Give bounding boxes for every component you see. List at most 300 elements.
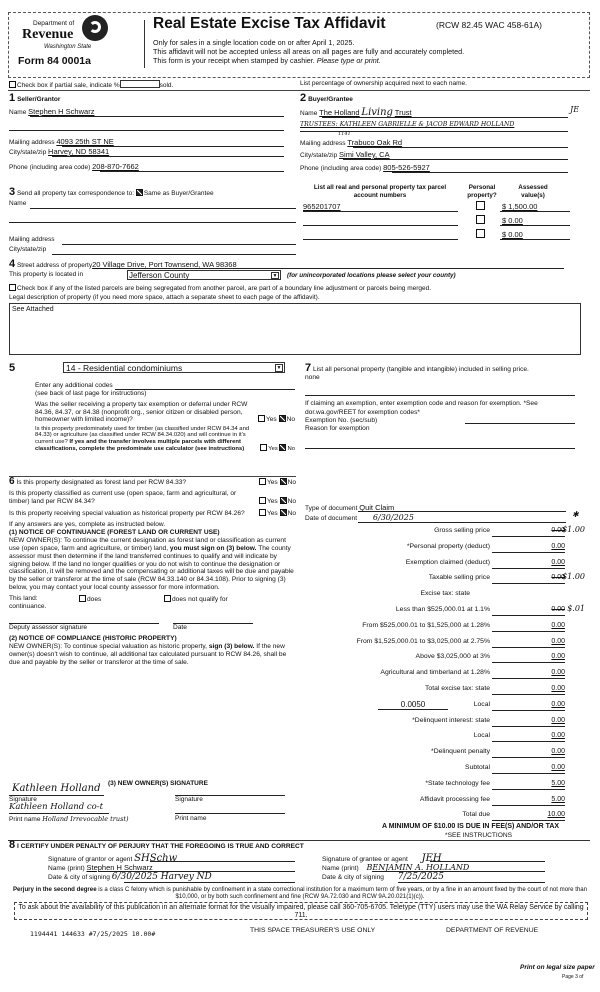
same-as-buyer-checkbox[interactable] bbox=[136, 189, 143, 196]
seller-city-value[interactable]: Harvey, ND 58341 bbox=[48, 147, 110, 156]
yes-label: Yes bbox=[265, 416, 277, 424]
assessed-value[interactable]: $ 0.00 bbox=[502, 216, 523, 225]
no-checkbox[interactable] bbox=[279, 415, 286, 422]
does-not-checkbox[interactable] bbox=[164, 595, 228, 604]
header-note-text: This form is your receipt when stamped by cashier. bbox=[153, 56, 315, 65]
tax-row-line bbox=[492, 583, 565, 584]
yes-no[interactable] bbox=[259, 509, 296, 518]
header-note: This affidavit will not be accepted unless all areas on all pages are fully and accurately completed. bbox=[153, 47, 465, 56]
parcel-number[interactable]: 965201707 bbox=[303, 202, 341, 211]
perjury-bold: Perjury in the second degree bbox=[12, 886, 97, 893]
timber-question bbox=[35, 426, 295, 453]
see-back-note: (see back of last page for instructions) bbox=[35, 390, 147, 398]
assessor-signature-row bbox=[9, 611, 296, 631]
doc-date-field[interactable] bbox=[305, 513, 414, 522]
tax-row-value[interactable]: 0.00 bbox=[551, 685, 565, 692]
label: Name (print) bbox=[48, 865, 85, 872]
yes-checkbox[interactable] bbox=[259, 497, 266, 504]
buyer-city-value[interactable]: Simi Valley, CA bbox=[339, 150, 390, 159]
tax-row-line bbox=[492, 615, 565, 616]
certify-heading bbox=[9, 839, 304, 851]
exemption-note: If claiming an exemption, enter exemption code and reason for exemption. *See dor.wa.gov/REET for exemption codes* bbox=[305, 400, 538, 416]
label: Signature of grantee or agent bbox=[322, 856, 408, 863]
tax-row-line bbox=[492, 647, 565, 648]
signature-label: Signature bbox=[175, 796, 203, 803]
tax-row bbox=[300, 574, 590, 586]
ownership-note: List percentage of ownership acquired next to each name. bbox=[300, 80, 467, 87]
tax-row bbox=[300, 669, 590, 681]
handwritten-initials: JE bbox=[570, 105, 580, 114]
yes-label: Yes bbox=[266, 498, 278, 506]
personal-checkbox[interactable] bbox=[476, 229, 486, 239]
county-select[interactable] bbox=[127, 270, 281, 280]
tax-row bbox=[300, 559, 590, 571]
washington-state: Washington State bbox=[44, 44, 92, 50]
new-owner-signature-title: (3) NEW OWNER(S) SIGNATURE bbox=[108, 780, 208, 787]
corr-city-label: City/state/zip bbox=[9, 246, 47, 253]
tax-row bbox=[300, 638, 590, 650]
section-7 bbox=[305, 364, 575, 449]
seller-phone-field[interactable] bbox=[9, 162, 139, 171]
grantor-date-value[interactable]: 6/30/2025 Harvey ND bbox=[111, 872, 212, 882]
field-line bbox=[500, 239, 570, 240]
no-label: No bbox=[287, 498, 296, 506]
this-land-label: This land: bbox=[9, 594, 38, 602]
tax-row bbox=[300, 527, 590, 539]
personal-property-line bbox=[305, 382, 575, 396]
owner-signature-1[interactable]: Kathleen Holland bbox=[12, 783, 101, 794]
no-checkbox[interactable] bbox=[280, 478, 287, 485]
section-number: 7 bbox=[305, 362, 312, 374]
tax-row-value[interactable]: 5.00 bbox=[551, 795, 565, 803]
segregated-label: Check box if any of the listed parcels are being segregated from another parcel, are part of a boundary line adjustment or parcels being merged. bbox=[17, 285, 432, 292]
parcel-number-input[interactable] bbox=[303, 225, 458, 226]
section-number: 6 bbox=[9, 476, 15, 487]
checkbox-icon[interactable] bbox=[9, 284, 16, 291]
no-label: No bbox=[287, 479, 296, 486]
yes-no[interactable] bbox=[259, 478, 296, 487]
print-name-label: Print name bbox=[175, 815, 207, 822]
segregated-checkbox[interactable] bbox=[9, 284, 431, 292]
assessed-value[interactable]: $ 0.00 bbox=[502, 230, 523, 239]
tax-row-label: Local bbox=[473, 700, 490, 708]
treasurer-use-label: THIS SPACE TREASURER'S USE ONLY bbox=[250, 927, 376, 934]
field-line bbox=[30, 116, 284, 117]
section-number: 8 bbox=[9, 839, 16, 851]
tax-row-line bbox=[492, 568, 565, 569]
dropdown-arrow-icon[interactable]: ▼ bbox=[272, 273, 278, 279]
yes-checkbox[interactable] bbox=[259, 478, 266, 485]
print-name-field bbox=[9, 815, 129, 823]
dor-label: DEPARTMENT OF REVENUE bbox=[446, 927, 539, 934]
section-number: 3 bbox=[9, 186, 16, 198]
tax-row bbox=[300, 764, 590, 776]
tax-row bbox=[300, 748, 590, 760]
left-column bbox=[35, 382, 295, 453]
print-name-label: Print name bbox=[9, 816, 41, 823]
local-rate-value[interactable]: 0.0050 bbox=[378, 700, 448, 710]
tax-row-label: Affidavit processing fee bbox=[419, 795, 490, 803]
corr-mail-label: Mailing address bbox=[9, 236, 55, 243]
field-line bbox=[52, 156, 284, 157]
field-line bbox=[392, 172, 568, 173]
exemption-number-input[interactable] bbox=[465, 423, 575, 424]
legal-description-textarea[interactable] bbox=[9, 303, 581, 355]
tax-row-label: *Personal property (deduct) bbox=[406, 542, 490, 550]
exemption-deferral-question bbox=[35, 401, 295, 423]
tax-row-value[interactable]: 0.00 bbox=[551, 732, 565, 740]
grantee-signature[interactable]: JEH bbox=[421, 853, 442, 864]
checkbox-icon[interactable] bbox=[476, 215, 485, 224]
seller-name-field[interactable] bbox=[9, 107, 94, 116]
header-note bbox=[153, 56, 381, 65]
tax-row-value[interactable]: 0.00 bbox=[551, 542, 565, 550]
page-number: Page 3 of bbox=[562, 974, 584, 980]
yes-checkbox[interactable] bbox=[258, 415, 265, 422]
tax-row bbox=[300, 796, 590, 808]
tax-row-label: From $1,525,000.01 to $3,025,000 at 2.75% bbox=[356, 637, 490, 645]
notice-continuance-title: (1) NOTICE OF CONTINUANCE (FOREST LAND OR CURRENT USE) bbox=[9, 529, 220, 537]
yes-label: Yes bbox=[266, 509, 278, 517]
label: City/state/zip bbox=[9, 149, 47, 156]
field-line bbox=[303, 211, 458, 212]
section-6 bbox=[9, 478, 296, 667]
trustees-handwritten: TRUSTEES: KATHLEEN GABRIELLE & JACOB EDWARD HOLLAND bbox=[300, 121, 515, 128]
tax-row bbox=[300, 685, 590, 697]
seller-mailing-value[interactable]: 4093 25th ST NE bbox=[56, 137, 114, 146]
buyer-name-value[interactable]: The Holland bbox=[319, 108, 360, 117]
county-note: (for unincorporated locations please select your county) bbox=[287, 272, 456, 279]
minimum-due-note: A MINIMUM OF $10.00 IS DUE IN FEE(S) AND/OR TAX bbox=[382, 823, 560, 830]
use-code-select[interactable] bbox=[63, 362, 285, 373]
seller-mailing-field[interactable] bbox=[9, 137, 114, 146]
tax-row-line bbox=[492, 662, 565, 663]
label: Type of document bbox=[305, 505, 358, 512]
notice-text: NEW OWNER(S): To continue the current designation as forest land or classification as current use (open space, farm and agriculture, or timber) land, bbox=[9, 537, 286, 553]
tax-row-label: *State technology fee bbox=[425, 779, 490, 787]
yes-label: Yes bbox=[266, 479, 278, 486]
form-citation: (RCW 82.45 WAC 458-61A) bbox=[436, 20, 542, 30]
tax-row-label: From $525,000.01 to $1,525,000 at 1.28% bbox=[362, 621, 490, 629]
buyer-phone-value[interactable]: 805-526-5927 bbox=[383, 163, 430, 172]
handwritten-correction: $.01 bbox=[567, 604, 585, 613]
field-line bbox=[500, 211, 570, 212]
doc-date-value[interactable]: 6/30/2025 bbox=[372, 513, 414, 522]
header-note-italic: Please type or print. bbox=[316, 56, 381, 65]
tax-row-value[interactable]: 0.00 bbox=[551, 700, 565, 708]
divider bbox=[9, 476, 296, 477]
handwritten-insert: Living bbox=[361, 107, 393, 118]
corr-mail-input[interactable] bbox=[62, 244, 296, 245]
signature-label: Signature bbox=[9, 796, 37, 803]
personal-checkbox[interactable] bbox=[476, 201, 486, 211]
current-use-question bbox=[9, 490, 296, 506]
reason-input[interactable] bbox=[305, 433, 575, 449]
date-label: Date bbox=[173, 624, 187, 631]
corr-name-label: Name bbox=[9, 200, 27, 207]
field-line bbox=[358, 522, 566, 523]
legal-description-value: See Attached bbox=[12, 306, 54, 313]
yes-no[interactable] bbox=[258, 415, 295, 423]
tax-row bbox=[300, 701, 590, 713]
checkbox-icon[interactable] bbox=[476, 229, 485, 238]
handwritten-correction: $1.00 bbox=[562, 525, 585, 534]
question-text: Is this property predominately used for timber (as classified under RCW 84.34 and 84.33) or agriculture (as classified under RCW 84.34.020) and will continue in it's current use? bbox=[35, 425, 250, 446]
tax-row-line bbox=[492, 789, 565, 790]
no-checkbox[interactable] bbox=[279, 444, 286, 451]
additional-codes-input[interactable] bbox=[115, 389, 295, 390]
field-line bbox=[398, 882, 545, 883]
tax-row bbox=[300, 590, 590, 602]
handwritten-correction: $1.00 bbox=[562, 572, 585, 582]
tax-row-label: *Delinquent interest: state bbox=[412, 716, 490, 724]
personal-property-value[interactable]: none bbox=[305, 374, 320, 382]
checkbox-icon[interactable] bbox=[79, 595, 86, 602]
cashier-receipt-stamp: 1194441 144633 #7/25/2025 10.00# bbox=[30, 930, 156, 938]
no-label: No bbox=[286, 416, 295, 424]
label: City/state/zip bbox=[300, 152, 338, 159]
tax-row bbox=[300, 780, 590, 792]
additional-codes-field[interactable] bbox=[35, 382, 295, 390]
personal-checkbox[interactable] bbox=[476, 215, 486, 225]
tax-row-line bbox=[492, 757, 565, 758]
initials-mark: ✱ bbox=[572, 510, 579, 519]
label: Phone (including area code) bbox=[9, 164, 91, 171]
tax-row-line bbox=[492, 741, 565, 742]
no-checkbox[interactable] bbox=[280, 509, 287, 516]
tax-row-value[interactable]: 0.00 bbox=[551, 527, 565, 534]
label: Name bbox=[9, 109, 27, 116]
tax-row-label: Total due bbox=[462, 811, 490, 819]
yes-checkbox[interactable] bbox=[260, 444, 267, 451]
exemption-number-field[interactable] bbox=[305, 417, 575, 425]
header-note: Only for sales in a single location code on or after April 1, 2025. bbox=[153, 38, 355, 47]
no-checkbox[interactable] bbox=[280, 497, 287, 504]
notice-compliance-text bbox=[9, 643, 296, 666]
doc-type-value[interactable]: Quit Claim bbox=[359, 503, 395, 512]
partial-percent-input[interactable] bbox=[120, 80, 160, 88]
street-value[interactable]: 20 Village Drive, Port Townsend, WA 98368 bbox=[92, 260, 237, 269]
owner-print-name-1[interactable]: Kathleen Holland co-t bbox=[9, 802, 104, 812]
dor-logo-icon bbox=[82, 15, 108, 41]
tax-row-line bbox=[492, 805, 565, 806]
checkbox-icon[interactable] bbox=[476, 201, 485, 210]
buyer-phone-field[interactable] bbox=[300, 163, 430, 172]
tax-row-line bbox=[492, 710, 565, 711]
label: Name (print) bbox=[322, 865, 359, 872]
buyer-mailing-field[interactable] bbox=[300, 138, 402, 147]
tax-row-label: *Delinquent penalty bbox=[431, 748, 490, 756]
field-line bbox=[358, 511, 566, 512]
field-line bbox=[110, 268, 564, 269]
parcel-number-input[interactable] bbox=[303, 239, 458, 240]
yes-label: Yes bbox=[268, 446, 278, 453]
tax-row-value[interactable]: 0.00 bbox=[551, 574, 565, 582]
tax-row-line bbox=[492, 536, 565, 537]
section-title: Seller/Grantor bbox=[17, 96, 61, 103]
label: Date of document bbox=[305, 515, 358, 522]
no-label: No bbox=[287, 509, 296, 517]
grantor-name-value[interactable]: Stephen H Schwarz bbox=[86, 863, 153, 872]
field-line bbox=[430, 861, 545, 862]
header-divider bbox=[144, 20, 145, 68]
tax-row-line bbox=[492, 678, 565, 679]
partial-sale-checkbox[interactable] bbox=[9, 80, 173, 89]
buyer-city-field[interactable] bbox=[300, 150, 390, 159]
does-checkbox[interactable] bbox=[79, 595, 101, 604]
label: Enter any additional codes bbox=[35, 382, 113, 389]
tax-row-line bbox=[492, 726, 565, 727]
section-number: 4 bbox=[9, 258, 16, 270]
tax-row bbox=[300, 732, 590, 744]
use-code-value: 14 - Residential condominiums bbox=[66, 363, 183, 373]
section-title: Buyer/Grantee bbox=[308, 96, 353, 103]
section-number: 2 bbox=[300, 92, 307, 104]
tax-row-label: Local bbox=[473, 732, 490, 740]
forest-question bbox=[9, 478, 296, 487]
tax-row-label: Less than $525,000.01 at 1.1% bbox=[395, 606, 490, 613]
legal-label: Legal description of property (if you need more space, attach a separate sheet to each page of the affidavit). bbox=[9, 294, 320, 301]
field-line bbox=[9, 130, 284, 131]
checkbox-icon[interactable] bbox=[164, 595, 171, 602]
print-name-handwritten: Holland Irrevocable trust) bbox=[42, 815, 129, 823]
reason-label: Reason for exemption bbox=[305, 425, 370, 433]
seller-name-value[interactable]: Stephen H Schwarz bbox=[28, 107, 95, 116]
county-value: Jefferson County bbox=[129, 271, 190, 280]
buyer-heading bbox=[300, 92, 353, 104]
label: Mailing address bbox=[300, 140, 346, 147]
tax-row-value[interactable]: 5.00 bbox=[551, 779, 565, 787]
divider bbox=[8, 90, 590, 91]
tax-row-value[interactable]: 0.00 bbox=[551, 764, 565, 771]
label: Phone (including area code) bbox=[300, 165, 382, 172]
owner-print-name-2[interactable] bbox=[175, 813, 285, 814]
notice-text: NEW OWNER(S): To continue special valuation as historic property, bbox=[9, 643, 208, 651]
tax-row-label: Total excise tax: state bbox=[425, 685, 490, 692]
tax-row-label: Excise tax: state bbox=[420, 590, 470, 598]
field-line bbox=[343, 159, 568, 160]
field-line bbox=[322, 117, 568, 118]
deputy-label: Deputy assessor signature bbox=[9, 624, 88, 631]
notice-continuance-text bbox=[9, 537, 296, 592]
label: Send all property tax correspondence to: bbox=[16, 190, 135, 197]
section-number: 1 bbox=[9, 92, 16, 104]
buyer-mailing-value[interactable]: Trabuco Oak Rd bbox=[347, 138, 403, 147]
correspondence-heading bbox=[9, 186, 214, 198]
grantee-date-value[interactable]: 7/25/2025 bbox=[397, 872, 444, 882]
revenue-logo-text: Revenue bbox=[22, 27, 74, 42]
personal-header: Personal property? bbox=[467, 184, 497, 199]
grantor-signature[interactable]: SHSchw bbox=[134, 853, 178, 864]
dropdown-arrow-icon[interactable]: ▼ bbox=[276, 365, 282, 371]
tax-row-value[interactable]: 0.00 bbox=[551, 748, 565, 756]
seller-city-field[interactable] bbox=[9, 147, 109, 156]
tax-row bbox=[300, 717, 590, 729]
tax-row-label: Subtotal bbox=[465, 764, 490, 771]
no-label: No bbox=[287, 446, 295, 453]
label: Mailing address bbox=[9, 139, 55, 146]
grantee-date-field[interactable] bbox=[322, 872, 444, 882]
tax-row bbox=[300, 811, 590, 823]
seller-phone-value[interactable]: 208-870-7662 bbox=[92, 162, 139, 171]
tax-row-line bbox=[492, 773, 565, 774]
legal-paper-note: Print on legal size paper bbox=[520, 964, 595, 971]
assessed-value[interactable]: $ 1,500.00 bbox=[502, 202, 538, 211]
tax-row-value[interactable]: 0.00 bbox=[551, 637, 565, 645]
tax-row-line bbox=[492, 694, 565, 695]
notice-text: The county assessor must then determine if the land transferred continues to qualify and will indicate by signing below. If the land no longer qualifies or you do not wish to continue the designation or classification, it will be removed and the compensating or additional taxes will be due and payable by the seller or transferor at the time of sale (RCW 84.33.140 or 84.34.108). Prior to signing (3) below, you may contact your local county assessor for more information. bbox=[9, 545, 294, 591]
question-text: Was the seller receiving a property tax exemption or deferral under RCW 84.36, 84.37, or 84.38 (nonprofit org., senior citizen or disabled person, homeowner with limited income)? bbox=[35, 401, 248, 424]
continuance-label: continuance. bbox=[9, 602, 47, 610]
tax-row bbox=[300, 606, 590, 618]
seller-heading bbox=[9, 92, 60, 104]
checkbox-icon[interactable] bbox=[9, 81, 16, 88]
notice-bold: sign (3) below. bbox=[208, 643, 255, 651]
yes-no[interactable] bbox=[259, 497, 296, 506]
corr-name-input[interactable] bbox=[30, 208, 296, 209]
notice-compliance-title: (2) NOTICE OF COMPLIANCE (HISTORIC PROPERTY) bbox=[9, 635, 177, 642]
grantee-name-value[interactable]: BENJAMIN A. HOLLAND bbox=[366, 863, 470, 872]
assessed-header: Assessed value(s) bbox=[518, 184, 548, 199]
label: Name bbox=[300, 110, 318, 117]
buyer-name-tail: Trust bbox=[394, 108, 412, 117]
question-text: Is this property receiving special valuation as historical property per RCW 84.26? bbox=[9, 509, 245, 517]
question-bold: If yes and the transfer involves multiple parcels with different classifications, complete the predominate use calculator (see instructions) bbox=[35, 439, 245, 453]
tax-row bbox=[300, 543, 590, 555]
handwritten-house-number: 1141 bbox=[338, 131, 351, 137]
tax-row-label: Gross selling price bbox=[434, 527, 490, 534]
if-yes-note: If any answers are yes, complete as instructed below. bbox=[9, 520, 166, 528]
corr-city-input[interactable] bbox=[52, 254, 296, 255]
question-text: Is this property designated as forest land per RCW 84.33? bbox=[16, 479, 187, 486]
does-not-label: does not qualify for bbox=[172, 595, 228, 603]
section-number: 5 bbox=[9, 362, 16, 374]
label: Street address of property bbox=[16, 262, 93, 269]
label: Date & city of signing bbox=[48, 874, 110, 881]
label: Signature of grantor or agent bbox=[48, 856, 133, 863]
tax-row-line bbox=[492, 631, 565, 632]
alt-format-notice: To ask about the availability of this publication in an alternate format for the visually impaired, please call 360-705-6705. Teletype (TTY) users may use the WA Relay Service by calling 711. bbox=[14, 902, 588, 920]
field-line bbox=[9, 813, 109, 814]
tax-row-value[interactable]: 0.00 bbox=[551, 653, 565, 661]
tax-row-value[interactable]: 10.00 bbox=[547, 811, 565, 819]
yes-checkbox[interactable] bbox=[259, 509, 266, 516]
tax-row-value[interactable]: 0.00 bbox=[551, 558, 565, 566]
tax-row-value[interactable]: 0.00 bbox=[551, 716, 565, 724]
notice-bold: you must sign on (3) below. bbox=[169, 545, 257, 553]
personal-property-label: List all personal property (tangible and intangible) included in selling price. bbox=[312, 366, 529, 373]
form-number: Form 84 0001a bbox=[18, 55, 91, 67]
field-line bbox=[150, 861, 295, 862]
dept-of: Department of bbox=[33, 20, 75, 27]
form-title: Real Estate Excise Tax Affidavit bbox=[153, 15, 386, 32]
yes-no[interactable] bbox=[260, 444, 295, 453]
tax-row-label: Agricultural and timberland at 1.28% bbox=[380, 669, 490, 677]
certify-text: I CERTIFY UNDER PENALTY OF PERJURY THAT THE FOREGOING IS TRUE AND CORRECT bbox=[16, 843, 304, 850]
corr-name-input-2[interactable] bbox=[9, 222, 296, 223]
tax-row-line bbox=[492, 552, 565, 553]
historic-question bbox=[9, 510, 296, 518]
tax-row-value[interactable]: 0.00 bbox=[551, 606, 565, 613]
tax-row-value[interactable]: 0.00 bbox=[551, 669, 565, 677]
tax-row-value[interactable]: 0.00 bbox=[551, 621, 565, 629]
qualify-row bbox=[9, 595, 296, 603]
grantor-date-field[interactable] bbox=[48, 872, 212, 882]
partial-sale-label: Check box if partial sale, indicate % bbox=[17, 82, 120, 89]
tax-row bbox=[300, 653, 590, 665]
field-line bbox=[500, 225, 570, 226]
parcel-header: List all real and personal property tax parcel account numbers bbox=[313, 184, 447, 199]
